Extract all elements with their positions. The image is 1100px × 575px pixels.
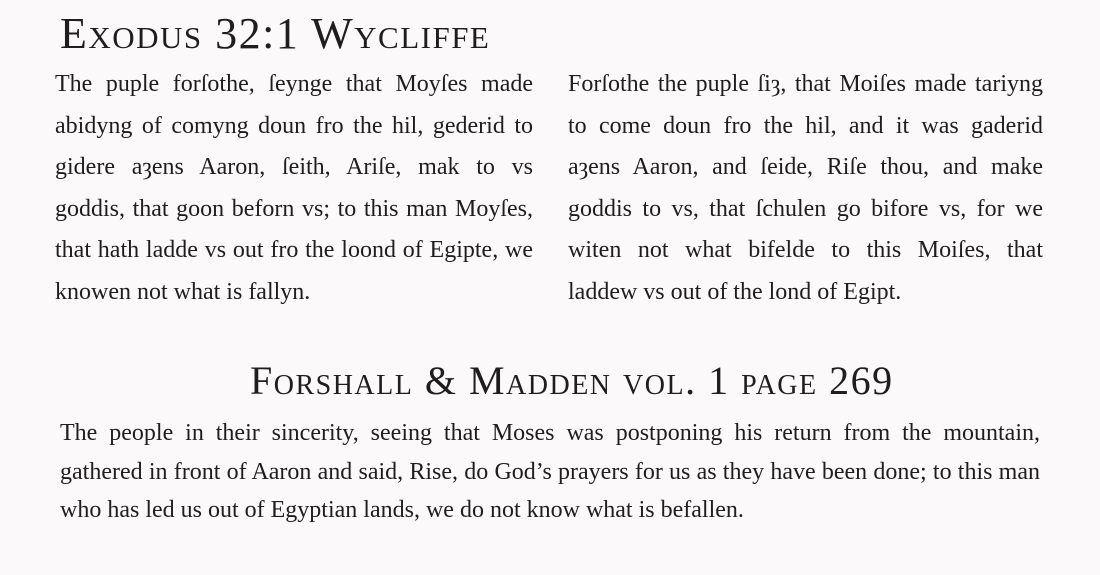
- earlier-version-column: The puple forſothe, ſeynge that Moyſes made abidyng of comyng doun fro the hil, gederid to gidere aȝens Aaron, ſeith, Ariſe, mak to vs goddis, that goon beforn vs; to this man Moyſes, that hath ladde vs out fro the loond of Egipte, we knowen not what is fallyn.: [55, 71, 533, 305]
- modern-translation-paragraph: The people in their sincerity, seeing that Moses was postponing his return from the mountain, gathered in front of Aaron and said, Rise, do God’s prayers for us as they have been done; to this man who has led us out of Egyptian lands, we do not know what is befallen.: [60, 420, 1040, 523]
- page-title: Exodus 32:1 Wycliffe: [60, 9, 491, 58]
- source-citation-heading: Forshall & Madden vol. 1 page 269: [250, 358, 894, 403]
- later-version-column: Forſothe the puple ſiȝ, that Moiſes made tariyng to come doun fro the hil, and it was gaderid aȝens Aaron, and ſeide, Riſe thou, and make goddis to vs, that ſchulen go bifore vs, for we witen not what bifelde to this Moiſes, that laddew vs out of the lond of Egipt.: [568, 71, 1043, 305]
